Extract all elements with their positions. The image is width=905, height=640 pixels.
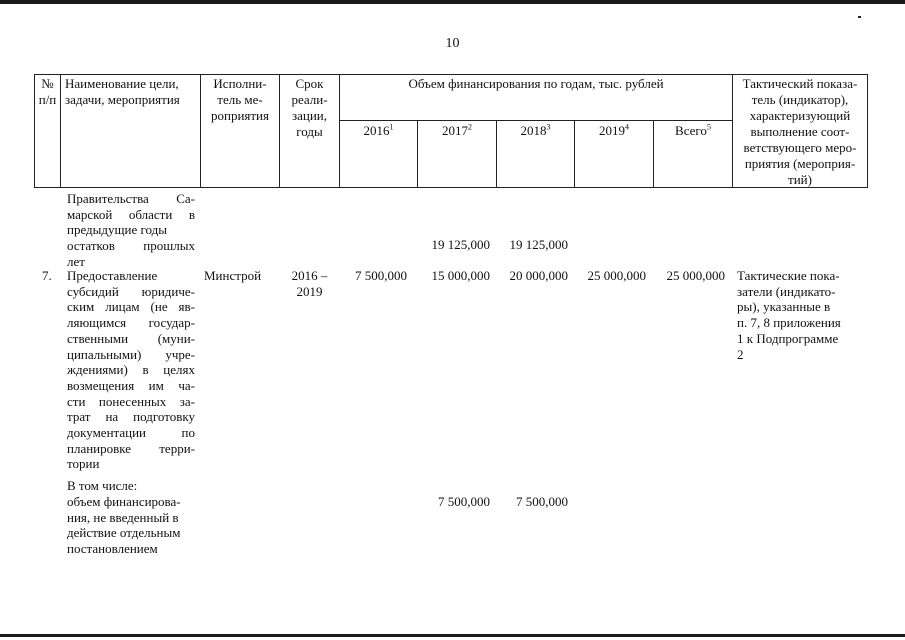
continuation-2018: 19 125,000 <box>509 237 568 252</box>
header-num: № п/п <box>38 76 57 107</box>
header-name: Наименование цели, задачи, мероприятия <box>65 76 180 107</box>
including-2017: 7 500,000 <box>438 494 490 509</box>
row7-2019: 25 000,000 <box>587 268 646 283</box>
row7-2018: 20 000,000 <box>509 268 568 283</box>
continuation-2017: 19 125,000 <box>431 237 490 252</box>
scan-speck <box>858 16 861 18</box>
header-year-2018: 2018$^3$ <box>520 122 551 138</box>
header-term: Срок реали- зации, годы <box>291 76 328 139</box>
bottom-border-line <box>0 634 905 637</box>
header-executor: Исполни- тель ме- роприятия <box>210 76 269 123</box>
top-border-line <box>0 0 905 4</box>
header-year-2017: 2017$^2$ <box>442 122 472 138</box>
header-year-2016: 2016$^1$ <box>363 122 394 138</box>
row7-number: 7. <box>42 268 52 283</box>
row7-executor: Минстрой <box>204 268 262 283</box>
row7-indicator: Тактические пока- затели (индикато- ры), указанные в п. 7, 8 приложения 1 к Подпрограмме 2 <box>737 268 841 362</box>
row7-2016: 7 500,000 <box>355 268 407 283</box>
including-2018: 7 500,000 <box>516 494 568 509</box>
including-name: объем финансирова- ния, не введенный в действие отдельным постановлением <box>67 494 181 557</box>
continuation-name: Правительства Са- марской области в предыдущие годы остатков прошлых лет <box>67 191 195 269</box>
table-header <box>34 74 868 188</box>
header-total: Всего$^5$ <box>675 122 711 138</box>
row7-total: 25 000,000 <box>666 268 725 283</box>
header-year-2019: 2019$^4$ <box>599 122 629 138</box>
including-label: В том числе: <box>67 478 138 493</box>
header-funding: Объем финансирования по годам, тыс. рублей <box>408 76 664 91</box>
header-indicator: Тактический показа- тель (индикатор), характеризующий выполнение соот- ветствующего меро- приятия (мероприя- тий) <box>742 76 858 187</box>
row7-term: 2016 – 2019 <box>291 268 328 299</box>
row7-name: Предоставление субсидий юридиче- ским лицам (не яв- ляющимся государ- ственными (муни- ципальными) учре- ждениями) в целях возмещения им ча- сти понесенных за- трат на подготовку документации по планировке терри- тории <box>67 268 195 472</box>
row7-2017: 15 000,000 <box>431 268 490 283</box>
page-number: 10 <box>445 36 460 51</box>
